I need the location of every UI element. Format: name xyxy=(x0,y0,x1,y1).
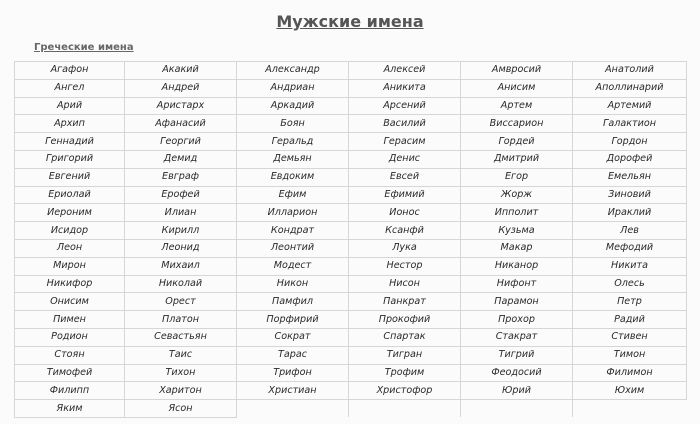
name-cell: Афанасий xyxy=(125,115,237,133)
name-cell: Пимен xyxy=(15,311,125,329)
name-cell: Нисон xyxy=(349,275,461,293)
name-cell: Христиан xyxy=(237,382,349,400)
name-cell: Исидор xyxy=(15,222,125,240)
name-cell: Кирилл xyxy=(125,222,237,240)
name-cell: Артем xyxy=(461,97,573,115)
name-cell: Спартак xyxy=(349,328,461,346)
name-cell: Стоян xyxy=(15,346,125,364)
name-cell: Мефодий xyxy=(573,239,687,257)
name-cell: Мирон xyxy=(15,257,125,275)
table-row xyxy=(15,364,687,382)
table-row xyxy=(15,79,687,97)
name-cell: Леон xyxy=(15,239,125,257)
name-cell: Аполлинарий xyxy=(573,79,687,97)
name-cell: Аристарх xyxy=(125,97,237,115)
name-cell: Архип xyxy=(15,115,125,133)
name-cell: Феодосий xyxy=(461,364,573,382)
name-cell: Прохор xyxy=(461,311,573,329)
table-row xyxy=(15,62,687,80)
name-cell: Демид xyxy=(125,150,237,168)
name-cell: Ериолай xyxy=(15,186,125,204)
name-cell: Нестор xyxy=(349,257,461,275)
name-cell: Геральд xyxy=(237,133,349,151)
name-cell: Жорж xyxy=(461,186,573,204)
name-cell: Онисим xyxy=(15,293,125,311)
name-cell: Лев xyxy=(573,222,687,240)
name-cell: Никита xyxy=(573,257,687,275)
name-cell: Николай xyxy=(125,275,237,293)
table-row xyxy=(15,239,687,257)
name-cell: Ипполит xyxy=(461,204,573,222)
table-row xyxy=(15,257,687,275)
name-cell: Яким xyxy=(15,400,125,418)
name-cell: Трофим xyxy=(349,364,461,382)
name-cell: Леонтий xyxy=(237,239,349,257)
name-cell: Демьян xyxy=(237,150,349,168)
table-row xyxy=(15,293,687,311)
page-title: Мужские имена xyxy=(276,12,424,31)
name-cell: Ерофей xyxy=(125,186,237,204)
name-cell: Тигрий xyxy=(461,346,573,364)
table-row xyxy=(15,400,687,418)
name-cell: Тигран xyxy=(349,346,461,364)
name-cell: Родион xyxy=(15,328,125,346)
table-row xyxy=(15,346,687,364)
name-cell: Илиан xyxy=(125,204,237,222)
name-cell: Модест xyxy=(237,257,349,275)
name-cell: Арсений xyxy=(349,97,461,115)
name-cell: Аркадий xyxy=(237,97,349,115)
name-cell: Денис xyxy=(349,150,461,168)
name-cell: Евдоким xyxy=(237,168,349,186)
table-row xyxy=(15,168,687,186)
name-cell: Филимон xyxy=(573,364,687,382)
name-cell: Тимон xyxy=(573,346,687,364)
name-cell: Аникита xyxy=(349,79,461,97)
name-cell: Ясон xyxy=(125,400,237,418)
name-cell: Дорофей xyxy=(573,150,687,168)
name-cell: Тимофей xyxy=(15,364,125,382)
name-cell: Ираклий xyxy=(573,204,687,222)
name-cell: Георгий xyxy=(125,133,237,151)
name-cell: Нифонт xyxy=(461,275,573,293)
table-row xyxy=(15,97,687,115)
name-cell: Егор xyxy=(461,168,573,186)
name-cell: Гордон xyxy=(573,133,687,151)
name-cell: Кондрат xyxy=(237,222,349,240)
name-cell: Стивен xyxy=(573,328,687,346)
name-cell: Ксанфй xyxy=(349,222,461,240)
name-cell: Платон xyxy=(125,311,237,329)
name-cell: Амвросий xyxy=(461,62,573,80)
name-cell: Таис xyxy=(125,346,237,364)
name-cell: Олесь xyxy=(573,275,687,293)
table-row xyxy=(15,115,687,133)
name-cell: Иероним xyxy=(15,204,125,222)
names-table-body xyxy=(15,62,687,418)
name-cell: Леонид xyxy=(125,239,237,257)
name-cell: Виссарион xyxy=(461,115,573,133)
name-cell: Харитон xyxy=(125,382,237,400)
name-cell: Никифор xyxy=(15,275,125,293)
table-row xyxy=(15,222,687,240)
name-cell: Трифон xyxy=(237,364,349,382)
name-cell: Илларион xyxy=(237,204,349,222)
table-row xyxy=(15,311,687,329)
empty-cell xyxy=(237,400,349,418)
table-row xyxy=(15,204,687,222)
name-cell: Алексей xyxy=(349,62,461,80)
name-cell: Зиновий xyxy=(573,186,687,204)
name-cell: Ефим xyxy=(237,186,349,204)
name-cell: Андриан xyxy=(237,79,349,97)
name-cell: Петр xyxy=(573,293,687,311)
name-cell: Тихон xyxy=(125,364,237,382)
name-cell: Юрий xyxy=(461,382,573,400)
name-cell: Христофор xyxy=(349,382,461,400)
name-cell: Герасим xyxy=(349,133,461,151)
table-row xyxy=(15,186,687,204)
table-row xyxy=(15,275,687,293)
table-row xyxy=(15,150,687,168)
name-cell: Ефимий xyxy=(349,186,461,204)
name-cell: Филипп xyxy=(15,382,125,400)
empty-cell xyxy=(461,400,573,418)
name-cell: Галактион xyxy=(573,115,687,133)
name-cell: Гордей xyxy=(461,133,573,151)
name-cell: Евсей xyxy=(349,168,461,186)
name-cell: Емельян xyxy=(573,168,687,186)
name-cell: Акакий xyxy=(125,62,237,80)
name-cell: Григорий xyxy=(15,150,125,168)
table-row xyxy=(15,382,687,400)
empty-cell xyxy=(573,400,687,418)
name-cell: Сократ xyxy=(237,328,349,346)
table-row xyxy=(15,133,687,151)
name-cell: Артемий xyxy=(573,97,687,115)
table-row xyxy=(15,328,687,346)
name-cell: Агафон xyxy=(15,62,125,80)
name-cell: Никон xyxy=(237,275,349,293)
name-cell: Арий xyxy=(15,97,125,115)
name-cell: Порфирий xyxy=(237,311,349,329)
name-cell: Кузьма xyxy=(461,222,573,240)
section-link-greek-names[interactable]: Греческие имена xyxy=(34,42,134,53)
name-cell: Никанор xyxy=(461,257,573,275)
name-cell: Александр xyxy=(237,62,349,80)
name-cell: Лука xyxy=(349,239,461,257)
name-cell: Юхим xyxy=(573,382,687,400)
name-cell: Ангел xyxy=(15,79,125,97)
empty-cell xyxy=(349,400,461,418)
name-cell: Михаил xyxy=(125,257,237,275)
name-cell: Севастьян xyxy=(125,328,237,346)
name-cell: Дмитрий xyxy=(461,150,573,168)
name-cell: Радий xyxy=(573,311,687,329)
name-cell: Евгений xyxy=(15,168,125,186)
names-table xyxy=(14,61,687,418)
name-cell: Памфил xyxy=(237,293,349,311)
name-cell: Геннадий xyxy=(15,133,125,151)
name-cell: Ионос xyxy=(349,204,461,222)
name-cell: Андрей xyxy=(125,79,237,97)
name-cell: Стакрат xyxy=(461,328,573,346)
name-cell: Тарас xyxy=(237,346,349,364)
name-cell: Василий xyxy=(349,115,461,133)
name-cell: Парамон xyxy=(461,293,573,311)
name-cell: Орест xyxy=(125,293,237,311)
name-cell: Евграф xyxy=(125,168,237,186)
name-cell: Боян xyxy=(237,115,349,133)
name-cell: Анисим xyxy=(461,79,573,97)
name-cell: Панкрат xyxy=(349,293,461,311)
name-cell: Анатолий xyxy=(573,62,687,80)
name-cell: Прокофий xyxy=(349,311,461,329)
name-cell: Макар xyxy=(461,239,573,257)
